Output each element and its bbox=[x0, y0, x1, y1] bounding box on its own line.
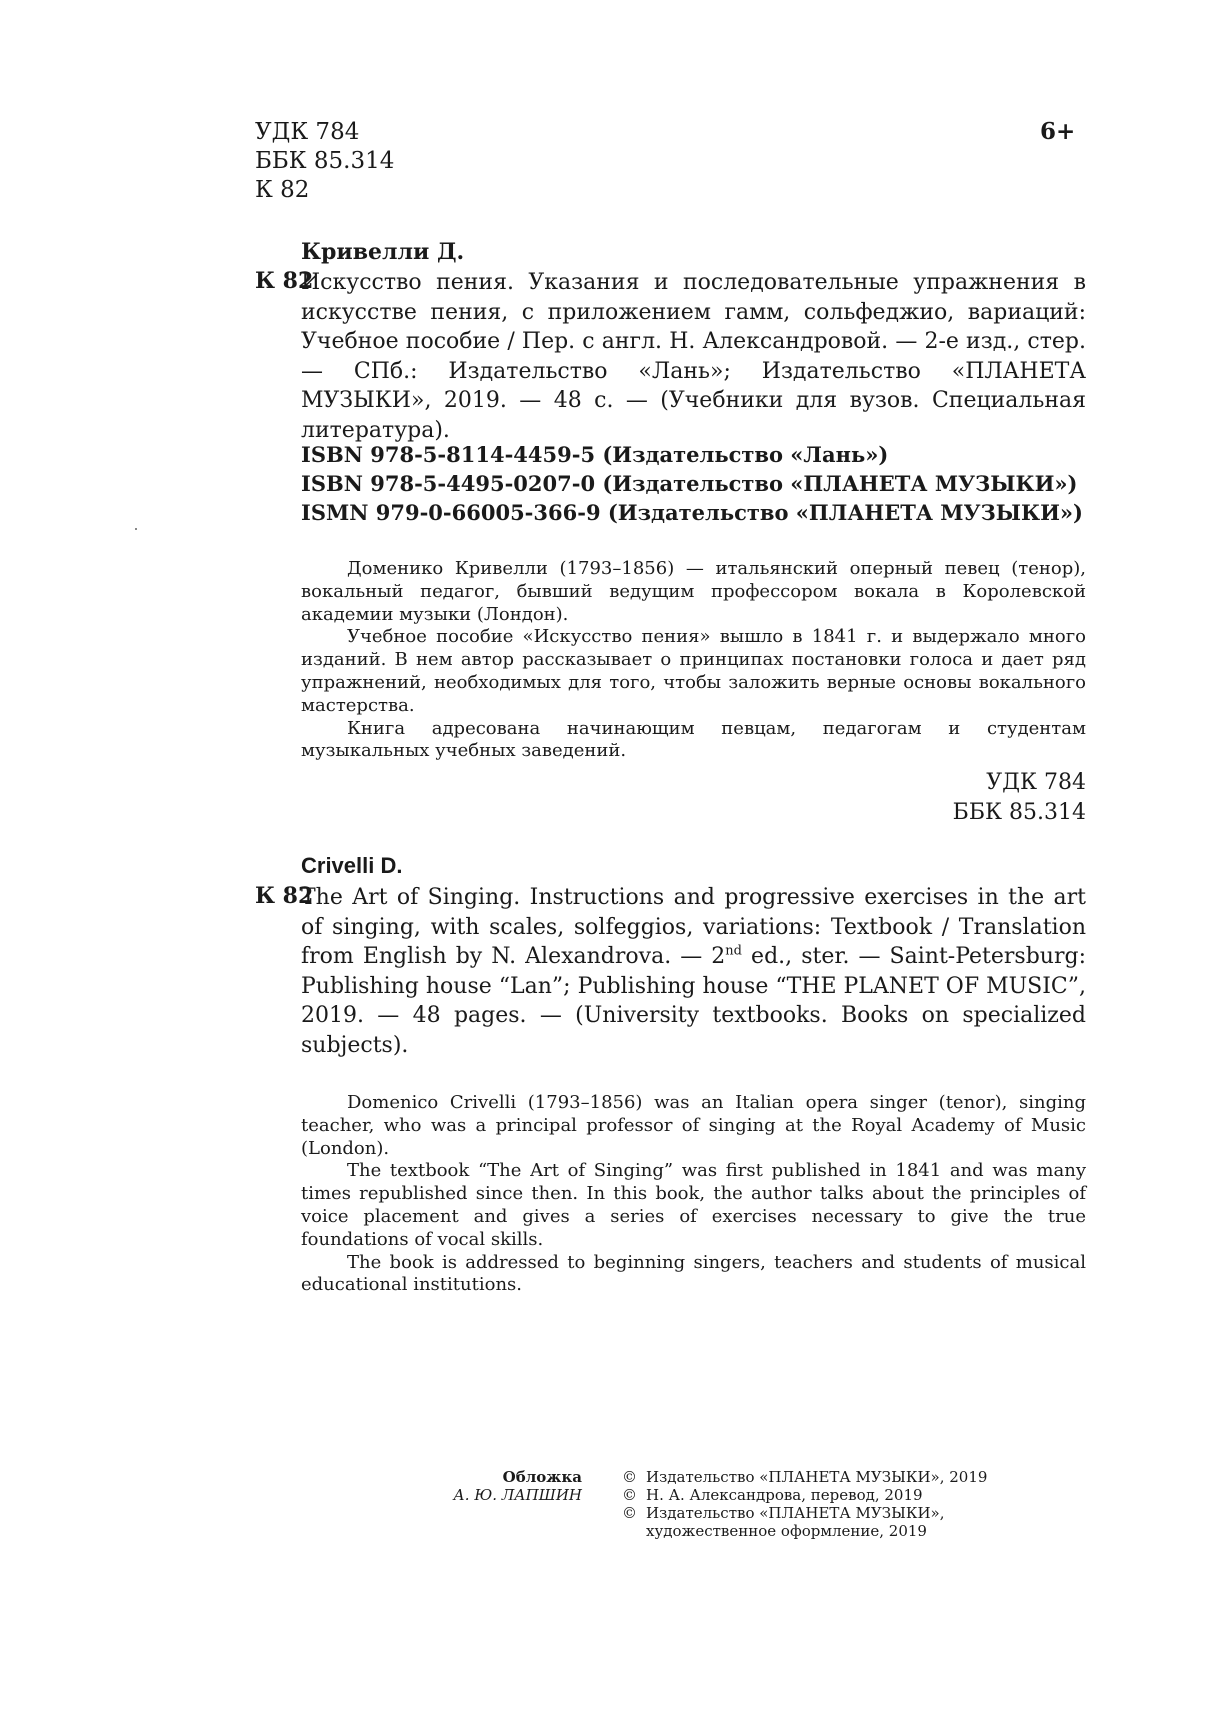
age-rating: 6+ bbox=[1040, 118, 1076, 145]
entry-en-text-end: ed., ster. — Saint-Petersburg: Publishing house “Lan”; Publishing house “THE PLANET OF MUSIC”, 2019. — 48 pages. — (University textbooks. Books on specialized subjects). bbox=[301, 944, 1086, 1058]
classification-footer bbox=[930, 768, 1086, 828]
copyright-icon: © bbox=[622, 1468, 637, 1486]
annotation-en-paragraph: The textbook “The Art of Singing” was first published in 1841 and was many times republished since then. In this book, the author talks about the principles of voice placement and gives a series of exercises necessary to give the true foundations of vocal skills. bbox=[301, 1160, 1086, 1250]
copyright-icon: © bbox=[622, 1504, 637, 1522]
copyright-line bbox=[622, 1486, 987, 1504]
copyright-block bbox=[622, 1468, 987, 1540]
copyright-text: Издательство «ПЛАНЕТА МУЗЫКИ», 2019 bbox=[646, 1468, 988, 1486]
classification-header bbox=[255, 118, 394, 205]
cover-designer: А. Ю. ЛАПШИН bbox=[453, 1486, 582, 1504]
annotation-en-paragraph: Domenico Crivelli (1793–1856) was an Italian opera singer (tenor), singing teacher, who was a principal professor of singing at the Royal Academy of Music (London). bbox=[301, 1092, 1086, 1159]
bbk-code: ББК 85.314 bbox=[255, 148, 395, 174]
bbk-code-right: ББК 85.314 bbox=[952, 800, 1086, 825]
annotation-en bbox=[301, 1092, 1086, 1297]
annotation-ru-paragraph: Доменико Кривелли (1793–1856) — итальянский оперный певец (тенор), вокальный педагог, бывший ведущим профессором вокала в Королевской академии музыки (Лондон). bbox=[301, 558, 1086, 625]
entry-en-text-start: The Art of Singing. Instructions and progressive exercises in the art of singing, with scales, solfeggios, variations: Textbook / Translation from English by N. Alexandrova. — 2 bbox=[301, 885, 1086, 969]
annotation-ru bbox=[301, 558, 1086, 763]
isbn-planeta: ISBN 978-5-4495-0207-0 (Издательство «ПЛАНЕТА МУЗЫКИ») bbox=[301, 471, 1078, 496]
cover-credit bbox=[420, 1468, 582, 1504]
copyright-line bbox=[622, 1504, 987, 1522]
copyright-icon: © bbox=[622, 1486, 637, 1504]
copyright-text: Издательство «ПЛАНЕТА МУЗЫКИ», bbox=[646, 1504, 945, 1522]
bibliographic-entry-ru: Искусство пения. Указания и последовательные упражнения в искусстве пения, с приложением гамм, сольфеджио, вариаций: Учебное пособие / Пер. с англ. Н. Александровой. — 2-е изд., стер. — СПб.: Издательство «Лань»; Издательство «ПЛАНЕТА МУЗЫКИ», 2019. — 48 с. — (Учебники для вузов. Специальная литература). bbox=[301, 270, 1086, 443]
annotation-ru-paragraph: Учебное пособие «Искусство пения» вышло в 1841 г. и выдержало много изданий. В нем автор рассказывает о принципах постановки голоса и дает ряд упражнений, необходимых для того, чтобы заложить верные основы вокального мастерства. bbox=[301, 626, 1086, 716]
author-mark: К 82 bbox=[255, 177, 310, 203]
isbn-lan: ISBN 978-5-8114-4459-5 (Издательство «Лань») bbox=[301, 442, 889, 467]
edition-superscript: nd bbox=[725, 943, 742, 959]
entry-mark-en: К 82 bbox=[255, 883, 314, 909]
identifier-list bbox=[301, 440, 1083, 527]
copyright-line-continued: художественное оформление, 2019 bbox=[646, 1522, 927, 1540]
annotation-ru-paragraph: Книга адресована начинающим певцам, педагогам и студентам музыкальных учебных заведений. bbox=[301, 717, 1086, 762]
annotation-en-paragraph: The book is addressed to beginning singers, teachers and students of musical educational institutions. bbox=[301, 1251, 1086, 1296]
entry-mark-ru: К 82 bbox=[255, 268, 314, 294]
author-heading-ru: Кривелли Д. bbox=[301, 239, 465, 265]
cover-label: Обложка bbox=[502, 1468, 582, 1486]
bibliographic-entry-en bbox=[301, 883, 1086, 1060]
udk-code-right: УДК 784 bbox=[986, 770, 1086, 795]
copyright-text: Н. А. Александрова, перевод, 2019 bbox=[646, 1486, 923, 1504]
ismn-planeta: ISMN 979-0-66005-366-9 (Издательство «ПЛАНЕТА МУЗЫКИ») bbox=[301, 500, 1083, 525]
copyright-line bbox=[622, 1468, 987, 1486]
author-heading-en: Crivelli D. bbox=[301, 853, 403, 878]
scan-speck bbox=[135, 528, 137, 530]
udk-code: УДК 784 bbox=[255, 119, 360, 145]
